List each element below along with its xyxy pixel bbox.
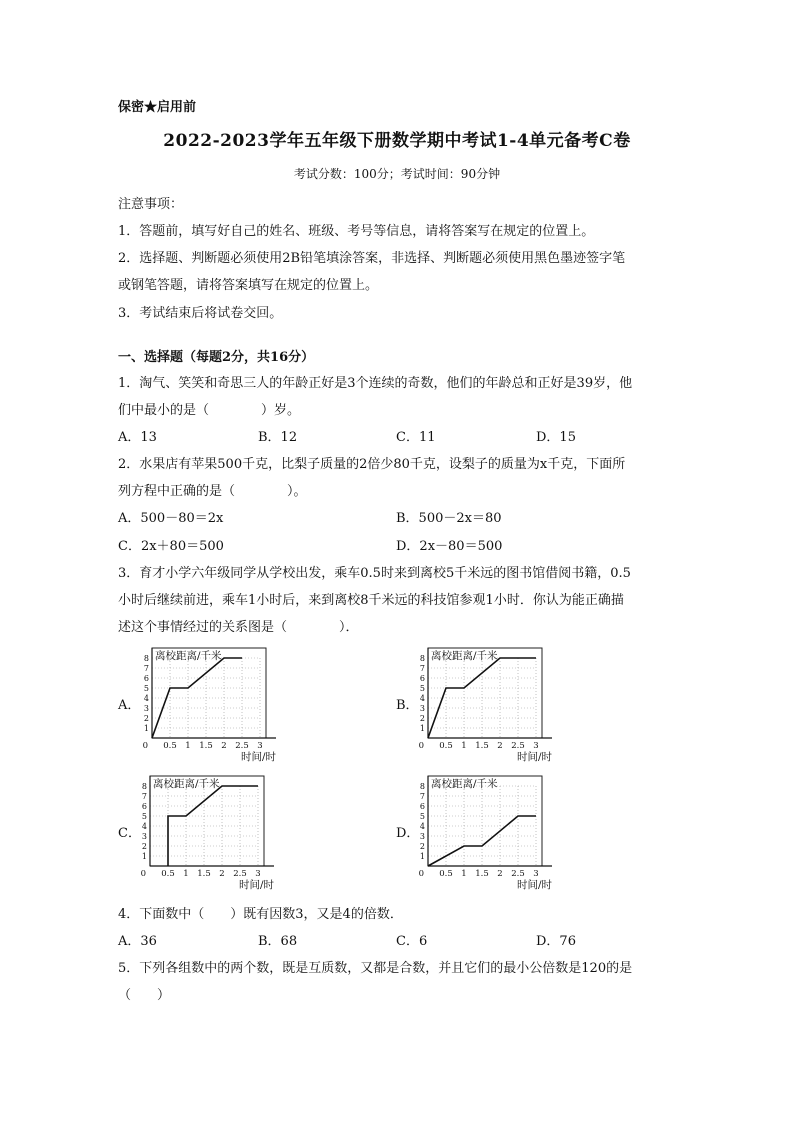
question-2-text: 2．水果店有苹果500千克，比梨子质量的2倍少80千克，设梨子的质量为x千克，下面所: [118, 457, 626, 472]
x-tick-label: 3: [533, 869, 539, 879]
y-tick-label: 2: [419, 842, 425, 851]
graph-d: [414, 768, 554, 890]
y-tick-label: 6: [143, 674, 149, 683]
x-tick-label: 2: [497, 741, 503, 751]
x-axis-label: 时间/时: [240, 751, 276, 762]
y-tick-label: 3: [419, 832, 425, 841]
q2-option-b: B．500－2x＝80: [396, 511, 502, 526]
y-tick-label: 8: [419, 654, 425, 663]
y-tick-label: 4: [143, 694, 149, 703]
y-tick-label: 3: [141, 832, 147, 841]
y-tick-label: 2: [419, 714, 425, 723]
question-3-text: 小时后继续前进，乘车1小时后，来到离校8千米远的科技馆参观1小时．你认为能正确描: [118, 593, 624, 608]
y-tick-label: 5: [141, 812, 147, 821]
y-tick-label: 2: [143, 714, 149, 723]
y-tick-label: 6: [419, 674, 425, 683]
q4-option-d: D．76: [536, 934, 576, 949]
y-tick-label: 1: [419, 724, 425, 733]
section-heading: 一、选择题（每题2分，共16分）: [118, 350, 315, 365]
origin-label: 0: [142, 741, 148, 751]
x-tick-label: 0.5: [439, 741, 453, 751]
question-5-text: 5．下列各组数中的两个数，既是互质数，又都是合数，并且它们的最小公倍数是120的是: [118, 961, 633, 976]
x-tick-label: 2: [219, 869, 225, 879]
graph-b-label: B．: [396, 698, 419, 713]
y-tick-label: 4: [419, 694, 425, 703]
exam-info: 考试分数：100分；考试时间：90分钟: [293, 167, 501, 181]
x-tick-label: 3: [255, 869, 261, 879]
question-4-text: 4．下面数中（ ）既有因数3，又是4的倍数．: [118, 907, 403, 922]
x-tick-label: 2: [497, 869, 503, 879]
question-2-text: 列方程中正确的是（ ）。: [118, 484, 307, 499]
x-tick-label: 3: [257, 741, 263, 751]
y-tick-label: 5: [419, 684, 425, 693]
x-tick-label: 2.5: [233, 869, 247, 879]
x-tick-label: 1: [461, 741, 467, 751]
question-1-text: 们中最小的是（ ）岁。: [118, 403, 301, 418]
x-tick-label: 1: [185, 741, 191, 751]
y-tick-label: 8: [143, 654, 149, 663]
y-tick-label: 4: [419, 822, 425, 831]
x-tick-label: 0.5: [439, 869, 453, 879]
x-tick-label: 1: [461, 869, 467, 879]
origin-label: 0: [418, 741, 424, 751]
q4-option-a: A．36: [118, 934, 157, 949]
y-axis-label: 离校距离/千米: [431, 778, 498, 790]
x-tick-label: 0.5: [161, 869, 175, 879]
note-item: 1．答题前，填写好自己的姓名、班级、考号等信息，请将答案写在规定的位置上。: [118, 224, 595, 239]
q1-option-b: B．12: [258, 430, 298, 445]
x-tick-label: 2.5: [511, 741, 525, 751]
y-tick-label: 5: [143, 684, 149, 693]
q4-option-c: C．6: [396, 934, 428, 949]
x-tick-label: 3: [533, 741, 539, 751]
y-tick-label: 7: [141, 792, 147, 801]
y-tick-label: 4: [141, 822, 147, 831]
origin-label: 0: [418, 869, 424, 879]
x-tick-label: 1.5: [197, 869, 211, 879]
q1-option-c: C．11: [396, 430, 436, 445]
question-3-text: 述这个事情经过的关系图是（ ）．: [118, 620, 359, 635]
confidential-mark: 保密★启用前: [118, 100, 197, 115]
y-tick-label: 7: [419, 664, 425, 673]
x-tick-label: 1.5: [475, 869, 489, 879]
y-tick-label: 3: [143, 704, 149, 713]
x-axis-label: 时间/时: [238, 879, 274, 890]
y-tick-label: 6: [141, 802, 147, 811]
y-tick-label: 1: [141, 852, 147, 861]
q1-option-d: D．15: [536, 430, 576, 445]
x-axis-label: 时间/时: [516, 879, 552, 890]
y-axis-label: 离校距离/千米: [153, 778, 220, 790]
x-tick-label: 1.5: [475, 741, 489, 751]
x-tick-label: 1.5: [199, 741, 213, 751]
graph-b: [414, 640, 554, 762]
origin-label: 0: [140, 869, 146, 879]
page-title: 2022-2023学年五年级下册数学期中考试1-4单元备考C卷: [163, 131, 631, 151]
notes-heading: 注意事项：: [118, 197, 184, 212]
y-tick-label: 8: [141, 782, 147, 791]
x-tick-label: 1: [183, 869, 189, 879]
x-axis-label: 时间/时: [516, 751, 552, 762]
x-tick-label: 2.5: [511, 869, 525, 879]
y-tick-label: 6: [419, 802, 425, 811]
y-tick-label: 5: [419, 812, 425, 821]
graph-c: [136, 768, 276, 890]
question-1-text: 1．淘气、笑笑和奇思三人的年龄正好是3个连续的奇数，他们的年龄总和正好是39岁，他: [118, 376, 633, 391]
y-tick-label: 7: [419, 792, 425, 801]
q2-option-d: D．2x－80＝500: [396, 539, 503, 554]
note-item: 或钢笔答题，请将答案填写在规定的位置上。: [118, 278, 379, 293]
graph-a: [138, 640, 278, 762]
y-axis-label: 离校距离/千米: [155, 650, 222, 662]
q4-option-b: B．68: [258, 934, 298, 949]
q1-option-a: A．13: [118, 430, 157, 445]
graph-c-label: C．: [118, 826, 141, 841]
note-item: 3．考试结束后将试卷交回。: [118, 306, 283, 321]
y-tick-label: 1: [419, 852, 425, 861]
note-item: 2．选择题、判断题必须使用2B铅笔填涂答案，非选择、判断题必须使用黑色墨迹签字笔: [118, 251, 626, 266]
y-axis-label: 离校距离/千米: [431, 650, 498, 662]
graph-d-label: D．: [396, 826, 420, 841]
q2-option-c: C．2x＋80＝500: [118, 539, 224, 554]
x-tick-label: 0.5: [163, 741, 177, 751]
y-tick-label: 8: [419, 782, 425, 791]
x-tick-label: 2.5: [235, 741, 249, 751]
question-5-text: （ ）: [118, 988, 171, 1003]
y-tick-label: 2: [141, 842, 147, 851]
question-3-text: 3．育才小学六年级同学从学校出发，乘车0.5时来到离校5千米远的图书馆借阅书籍，0.5: [118, 566, 631, 581]
y-tick-label: 7: [143, 664, 149, 673]
q2-option-a: A．500－80＝2x: [118, 511, 224, 526]
y-tick-label: 1: [143, 724, 149, 733]
x-tick-label: 2: [221, 741, 227, 751]
graph-a-label: A．: [118, 698, 141, 713]
y-tick-label: 3: [419, 704, 425, 713]
